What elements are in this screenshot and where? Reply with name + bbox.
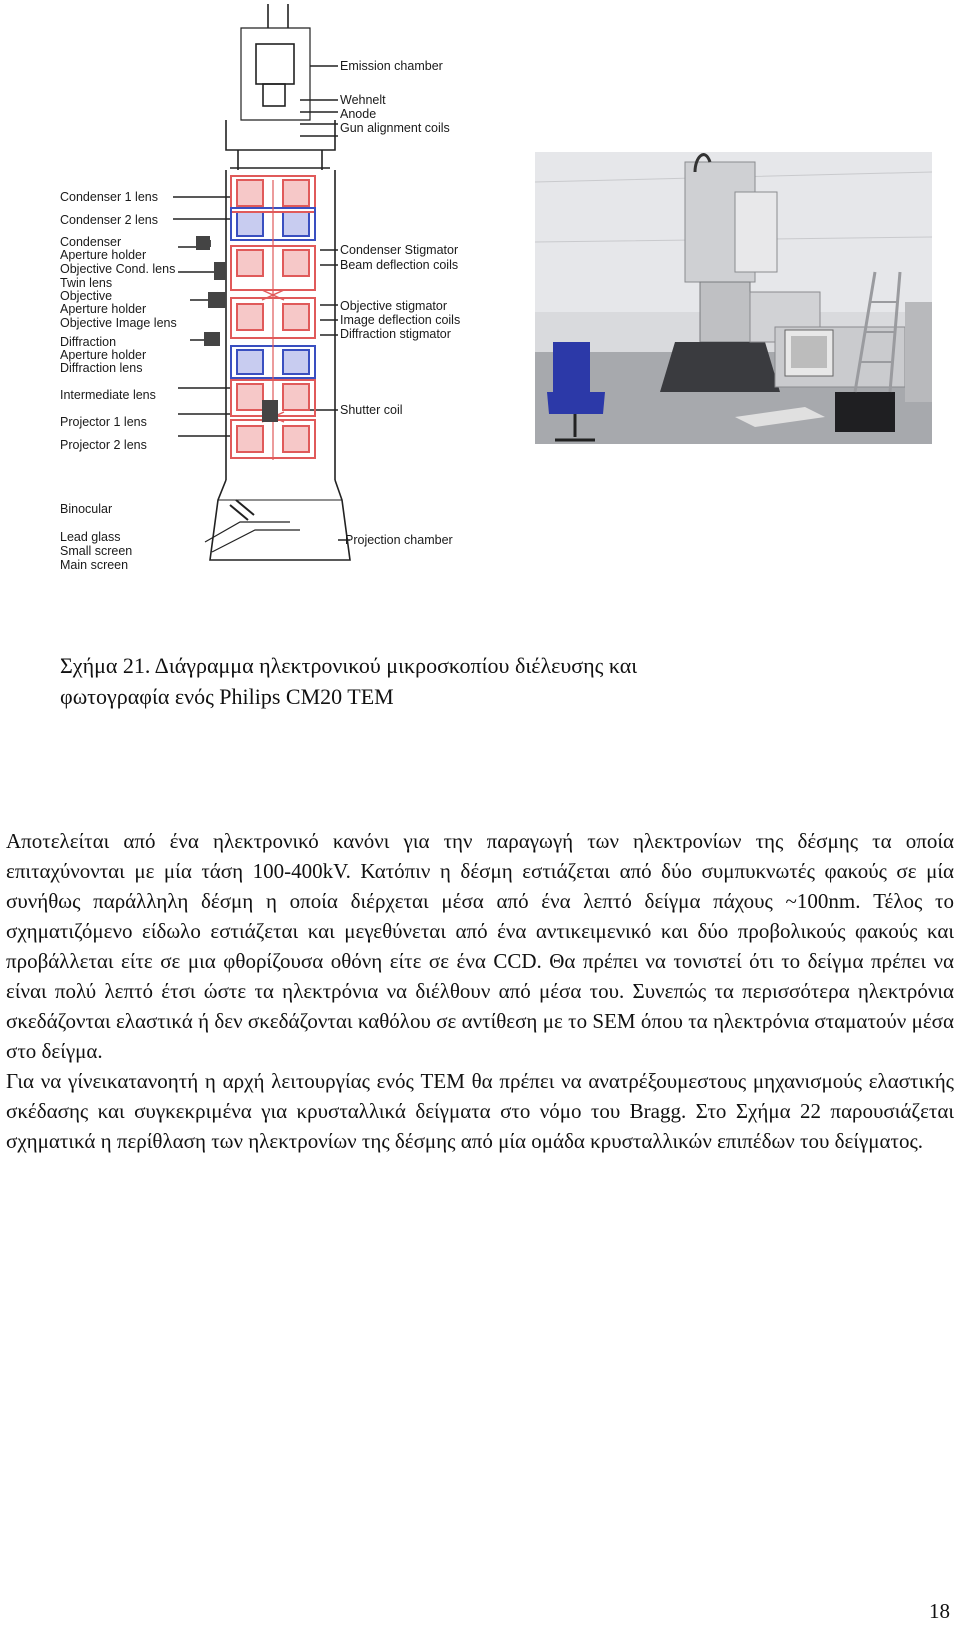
label-condenser-1-lens: Condenser 1 lens bbox=[60, 190, 158, 204]
caption-line-2: φωτογραφία ενός Philips CM20 TEM bbox=[60, 684, 394, 709]
label-projector-2-lens: Projector 2 lens bbox=[60, 438, 147, 452]
figure-caption bbox=[60, 650, 910, 712]
label-aperture-holder-2: Aperture holder bbox=[60, 302, 147, 316]
label-aperture-holder-3: Aperture holder bbox=[60, 348, 147, 362]
paragraph-2: Για να γίνεικατανοητή η αρχή λειτουργίας ενός TEM θα πρέπει να ανατρέξουμεστους μηχανισμούς ελαστικής σκέδασης και συγκεκριμένα για κρυσταλλικά δείγματα στο νόμο του Bragg. Στο Σχήμα 22 παρουσιάζεται σχηματικά η περίθλαση των ηλεκτρονίων της δέσμης από μία ομάδα κρυσταλλικών επιπέδων του δείγματος. bbox=[6, 1069, 954, 1153]
label-emission-chamber: Emission chamber bbox=[340, 59, 443, 73]
paragraph-1: Αποτελείται από ένα ηλεκτρονικό κανόνι για την παραγωγή των ηλεκτρονίων της δέσμης τα οποία επιταχύνονται με μία τάση 100-400kV. Κατόπιν η δέσμη εστιάζεται από δύο συμπυκνωτές φακούς σε μία συνήθως παράλληλη δέσμη η οποία διέρχεται μέσα από ένα λεπτό δείγμα πάχους ~100nm. Τέλος το σχηματιζόμενο είδωλο εστιάζεται και μεγεθύνεται από ένα αντικειμενικό και δύο προβολικούς φακούς και προβάλλεται είτε σε μια φθορίζουσα οθόνη είτε σε ένα CCD. Θα πρέπει να τονιστεί ότι το δείγμα πρέπει να είναι πολύ λεπτό έτσι ώστε τα ηλεκτρόνια να διέλθουν από μέσα του. Συνεπώς τα περισσότερα ηλεκτρόνια σκεδάζονται ελαστικά ή δεν σκεδάζονται καθόλου σε αντίθεση με το SEM όπου τα ηλεκτρόνια σταματούν μέσα στο δείγμα. bbox=[6, 829, 954, 1063]
label-aperture-holder-1: Aperture holder bbox=[60, 248, 147, 262]
label-anode: Anode bbox=[340, 107, 377, 121]
label-diffraction-stigmator: Diffraction stigmator bbox=[340, 327, 451, 341]
label-intermediate-lens: Intermediate lens bbox=[60, 388, 156, 402]
label-wehnelt: Wehnelt bbox=[340, 93, 386, 107]
label-objective: Objective bbox=[60, 289, 113, 303]
caption-line-1: Σχήμα 21. Διάγραμμα ηλεκτρονικού μικροσκοπίου διέλευσης και bbox=[60, 653, 638, 678]
body-text bbox=[6, 826, 954, 1156]
label-condenser: Condenser bbox=[60, 235, 122, 249]
label-twin-lens: Twin lens bbox=[60, 276, 113, 290]
label-gun-alignment-coils: Gun alignment coils bbox=[340, 121, 450, 135]
label-main-screen: Main screen bbox=[60, 558, 129, 572]
label-objective-cond-lens: Objective Cond. lens bbox=[60, 262, 176, 276]
label-projection-chamber: Projection chamber bbox=[345, 533, 453, 547]
label-projector-1-lens: Projector 1 lens bbox=[60, 415, 147, 429]
label-condenser-2-lens: Condenser 2 lens bbox=[60, 213, 158, 227]
label-diffraction-lens: Diffraction lens bbox=[60, 361, 143, 375]
label-condenser-stigmator: Condenser Stigmator bbox=[340, 243, 459, 257]
label-shutter-coil: Shutter coil bbox=[340, 403, 403, 417]
microscope-photo bbox=[535, 152, 932, 444]
label-binocular: Binocular bbox=[60, 502, 113, 516]
label-objective-image-lens: Objective Image lens bbox=[60, 316, 177, 330]
label-diffraction: Diffraction bbox=[60, 335, 117, 349]
label-small-screen: Small screen bbox=[60, 544, 133, 558]
label-lead-glass: Lead glass bbox=[60, 530, 121, 544]
label-image-deflection-coils: Image deflection coils bbox=[340, 313, 461, 327]
label-beam-deflection-coils: Beam deflection coils bbox=[340, 258, 459, 272]
page-number: 18 bbox=[929, 1599, 950, 1623]
label-objective-stigmator: Objective stigmator bbox=[340, 299, 447, 313]
